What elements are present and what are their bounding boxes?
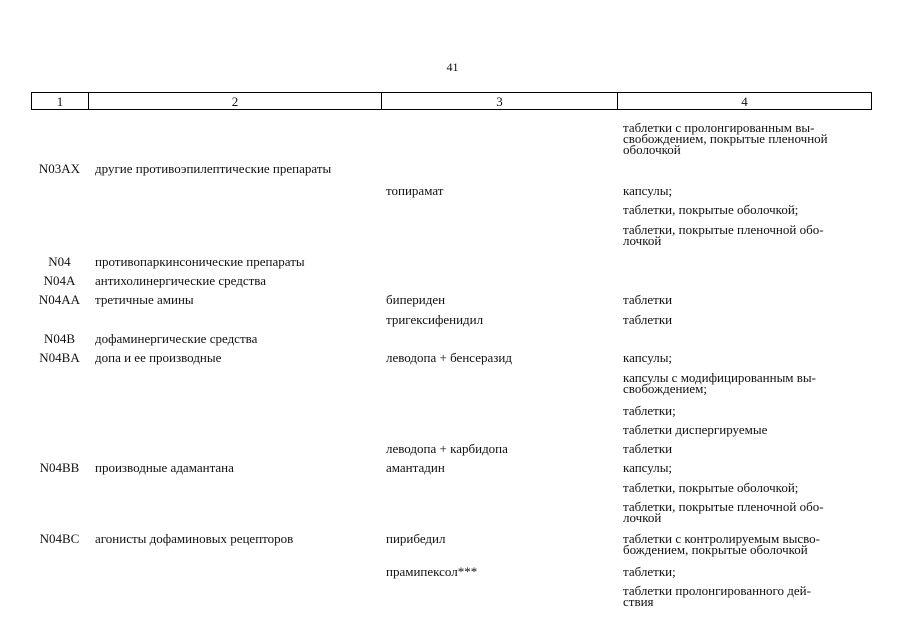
form-cell: капсулы с модифицированным вы- свобождением; xyxy=(623,370,816,396)
code-cell: N04A xyxy=(43,273,76,288)
form-cell: таблетки диспергируемые xyxy=(623,422,768,437)
form-cell: таблетки, покрытые пленочной обо- лочкой xyxy=(623,222,824,248)
table-header xyxy=(31,92,872,111)
form-cell: таблетки, покрытые оболочкой; xyxy=(623,202,799,217)
code-cell: N04AA xyxy=(38,292,81,307)
drug-cell: бипериден xyxy=(386,292,446,307)
form-cell: таблетки xyxy=(623,312,673,327)
group-cell: противопаркинсонические препараты xyxy=(95,254,305,269)
group-cell: допа и ее производные xyxy=(95,350,222,365)
form-cell: капсулы; xyxy=(623,350,673,365)
drug-cell: топирамат xyxy=(386,183,444,198)
form-cell: таблетки; xyxy=(623,403,676,418)
drug-cell: тригексифенидил xyxy=(386,312,484,327)
header-col-1: 1 xyxy=(31,92,89,110)
code-cell: N04BC xyxy=(39,531,80,546)
header-col-4: 4 xyxy=(617,92,872,110)
form-cell: таблетки, покрытые оболочкой; xyxy=(623,480,799,495)
code-cell: N04BA xyxy=(39,350,80,365)
group-cell: агонисты дофаминовых рецепторов xyxy=(95,531,294,546)
group-cell: другие противоэпилептические препараты xyxy=(95,161,332,176)
form-cell: таблетки пролонгированного дей- ствия xyxy=(623,583,811,609)
group-cell: антихолинергические средства xyxy=(95,273,267,288)
code-cell: N04 xyxy=(48,254,71,269)
drug-cell: леводопа + бенсеразид xyxy=(386,350,512,365)
drug-cell: прамипексол*** xyxy=(386,564,478,579)
code-cell: N04B xyxy=(43,331,76,346)
form-cell: капсулы; xyxy=(623,183,673,198)
form-cell: таблетки xyxy=(623,441,673,456)
form-cell: таблетки с пролонгированным вы- свобождением, покрытые пленочной оболочкой xyxy=(623,120,828,157)
form-cell: таблетки xyxy=(623,292,673,307)
drug-cell: амантадин xyxy=(386,460,445,475)
form-cell: таблетки, покрытые пленочной обо- лочкой xyxy=(623,499,824,525)
group-cell: производные адамантана xyxy=(95,460,234,475)
form-cell: капсулы; xyxy=(623,460,673,475)
header-col-3: 3 xyxy=(381,92,618,110)
code-cell: N04BB xyxy=(39,460,80,475)
form-cell: таблетки с контролируемым высво- бождением, покрытые оболочкой xyxy=(623,531,820,557)
code-cell: N03AX xyxy=(38,161,81,176)
drug-cell: пирибедил xyxy=(386,531,446,546)
group-cell: третичные амины xyxy=(95,292,194,307)
page-number: 41 xyxy=(446,60,459,74)
header-col-2: 2 xyxy=(88,92,382,110)
drug-cell: леводопа + карбидопа xyxy=(386,441,508,456)
form-cell: таблетки; xyxy=(623,564,676,579)
group-cell: дофаминергические средства xyxy=(95,331,258,346)
